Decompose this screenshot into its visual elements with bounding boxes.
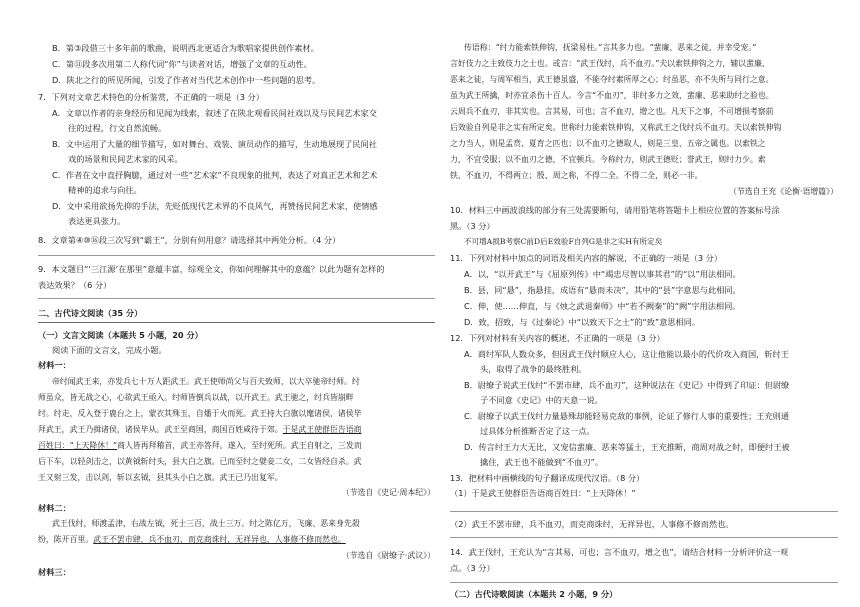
q9-stem: 9．本文题目“‘三江源’在那里”意蕴丰富，综观全文，你如何理解其中的意蕴？以此为题有怎样的: [38, 264, 385, 274]
material-3-title: 材料三：: [38, 567, 71, 577]
q7-option-d: D．文中采用欲扬先抑的手法，先贬低现代艺术界的不良风气，再赞扬民间艺术家，使情感: [52, 201, 378, 211]
q11-stem: 11．下列对材料中加点的词语及相关内容的解说，不正确的一项是（3 分）: [450, 253, 723, 263]
q12-option-c-cont: 过具体分析推断否定了这一点。: [480, 426, 595, 436]
material-3-line: 言好伎力之主致伎力之士也。或言：“武王伐纣，兵不血刃。”夫以索铁伸钩之力，辅以蜚廉、: [450, 59, 770, 68]
material-1-line: 后下车，以轻剑击之，以黄钺斩纣头，县大白之旗。已而至纣之嬖妾二女，二女皆经自杀。武: [38, 457, 362, 466]
q7-option-c-cont: 精神的追求与向往。: [68, 185, 142, 195]
q6-option-b: B．第③段借三十多年前的歌曲，说明西北更适合为歌唱家提供创作素材。: [52, 43, 319, 53]
q14-stem-cont: 点。（3 分）: [450, 563, 495, 573]
material-2-line: 武王伐纣，师渡孟津，右战左钺，死士三百，战士三万。纣之陈亿万，飞廉、恶来身先殺: [52, 519, 360, 528]
q13-part-2: （2）武王不罢市肆，兵不血刃，而克商诛纣，无祥异也，人事修不修而然也。: [450, 519, 734, 529]
material-3-line: 云周兵不血刃，非其实也。言其易，可也；言不血刃，增之也。凡天下之事，不可增损考察前: [450, 107, 774, 116]
q7-option-d-cont: 表达更具张力。: [68, 216, 126, 226]
subsection-title-poetry: （二）古代诗歌阅读（本题共 2 小题，9 分）: [450, 589, 618, 599]
q13-stem: 13．把材料中画横线的句子翻译成现代汉语。（8 分）: [450, 473, 645, 483]
q6-option-c: C．第⑪段多次用第二人称代词“你”与读者对话，增强了文章的互动性。: [52, 59, 312, 69]
material-2-title: 材料二：: [38, 503, 71, 513]
material-3-line: 之力当人，则是孟贲、夏育之匹也；以不血刃之德取人，则是三皇、五帝之属也。以索铁之: [450, 139, 766, 148]
q11-option-a: A．以，“以开武王”与《屈原列传》中“竭忠尽智以事其君”的“以”用法相同。: [464, 269, 741, 279]
q11-option-c: C．伸，使……伸直，与《烛之武退秦师》中“若不阙秦”的“阙”字用法相同。: [464, 301, 741, 311]
q14-stem: 14．武王伐纣，王充认为“言其易，可也；言不血刃，增之也”，请结合材料一分析评价这一观: [450, 547, 789, 557]
underlined-sentence: 于是武王使群臣告语商: [282, 425, 362, 434]
material-3-line: 恶来之徒，与周军相当，武王德虽盛，不能夺纣素所厚之心；纣虽恶，亦不失所与同行之意。: [450, 75, 774, 84]
material-3-line: 力，不宜受服；以不血刃之德，不宜顿兵。今称纣力，则武王德贬；誉武王，则纣力少。索: [450, 155, 766, 164]
answer-line: [450, 511, 838, 512]
answer-line: [450, 537, 838, 538]
q7-option-b-cont: 戏的场景和民间艺术家的风采。: [68, 154, 183, 164]
underlined-sentence: 百姓曰：“上天降休！”: [38, 441, 118, 450]
q7-option-a: A．文章以作者的亲身经历和见闻为线索，叙述了在陕北观看民间社戏以及与民间艺术家交: [52, 108, 377, 118]
material-1-line: [38, 439, 435, 453]
material-1-line: [38, 423, 435, 437]
q11-option-d: D．致，招致，与《过秦论》中“以致天下之士”的“致”意思相同。: [464, 317, 701, 327]
q12-option-a-cont: 头，取得了战争的最终胜利。: [480, 364, 587, 374]
q7-option-a-cont: 往的过程，行文自然流畅。: [68, 123, 167, 133]
q6-option-d: D．陕北之行的所见所闻，引发了作者对当代艺术创作中一些问题的思考。: [52, 75, 321, 85]
q9-stem-cont: 表达效果？（6 分）: [38, 280, 112, 290]
material-2-text: 纷，陈开百里。: [38, 535, 94, 544]
material-3-line: 虽为武王所擒，时亦宜杀伤十百人。今言“不血刃”，非纣多力之效，蜚廉、恶来助纣之验也。: [450, 91, 774, 100]
q7-option-b: B．文中运用了大量的细节描写，如对舞台、戏装、演员动作的描写，生动地展现了民间社: [52, 139, 377, 149]
material-1-line: 帝纣闻武王来，亦发兵七十万人距武王。武王使师尚父与百夫致师，以大卒驰帝纣师。纣: [52, 377, 360, 386]
q7-option-c: C．作者在文中直抒胸臆，通过对一些“艺术家”不良现象的批判，表达了对真正艺术和艺术: [52, 170, 378, 180]
material-1-line: 纣。纣走，反入登于鹿台之上，蒙衣其殊玉，自燔于火而死。武王持大白旗以麾诸侯，诸侯毕: [38, 409, 362, 418]
underlined-sentence: 武王不罢市肆，兵不血刃，而克商诛纣，无祥异也，人事修不修而然也。: [93, 535, 346, 544]
section-title-classical: 二、古代诗文阅读（35 分）: [38, 308, 143, 318]
answer-line: [38, 298, 435, 299]
answer-line: [450, 582, 838, 583]
q12-option-d-cont: 擒住，武王也不能做到“不血刃”。: [480, 457, 604, 467]
material-1-line: 师虽众，皆无战之心，心欲武王亟入。纣师皆倒兵以战，以开武王。武王驰之，纣兵皆崩畔: [38, 393, 354, 402]
material-3-line: 后效验自列是非之实有所定矣。世称纣力能索铁伸钩，又称武王之伐纣兵不血刃。夫以索铁伸钩: [450, 123, 782, 132]
material-1-title: 材料一：: [38, 360, 71, 370]
q10-stem-cont: 黑。（3 分）: [450, 221, 495, 231]
q12-option-b-cont: 子不同意《史记》中的天意一说。: [480, 395, 603, 405]
material-3-line: 铁、不血刃，不得两立；殷、周之称，不得二全。不得二全，则必一非。: [450, 171, 703, 180]
q8-stem: 8．文章第④⑩⑯段三次写到“霸王”，分别有何用意？请选择其中两处分析。（4 分）: [38, 235, 341, 245]
material-3-line: 传语称：“纣力能索铁伸钩，抚梁易柱。”言其多力也。“蜚廉、恶来之徒，并幸受宠。”: [464, 43, 757, 52]
material-1-text: 拜武王，武王乃揖诸侯，诸侯毕从。武王至商国，商国百姓咸待于郊。: [38, 425, 283, 434]
material-1-source: （节选自《史记·周本纪》）: [341, 488, 435, 497]
material-3-source: （节选自王充《论衡·语增篇》）: [728, 187, 838, 196]
reading-instruction: 阅读下面的文言文，完成小题。: [52, 345, 167, 355]
q13-part-1: （1）于是武王使群臣告语商百姓曰：“上天降休！”: [450, 488, 636, 498]
q7-stem: 7．下列对文章艺术特色的分析鉴赏，不正确的一项是（3 分）: [38, 92, 264, 102]
material-1-line: 王又射三发，击以剑，斩以玄钺，县其头小白之旗。武王已乃出复军。: [38, 473, 283, 482]
q12-option-b: B．尉缭子说武王伐纣“不罢市肆，兵不血刃”，这种说法在《史记》中得到了印证：但尉缭: [464, 380, 790, 390]
q12-option-c: C．尉缭子以武王伐纣力量悬殊却能轻易克敌的事例，论证了修行人事的重要性；王充则通: [464, 411, 790, 421]
q12-option-d: D．传言纣王力大无比，又宠信蜚廉、恶来等猛士，王充推断，商周对战之时，即便纣王被: [464, 442, 790, 452]
answer-line: [38, 255, 435, 256]
material-2-source: （节选自《尉缭子·武议》）: [341, 551, 435, 560]
subsection-title-wenyan: （一）文言文阅读（本题共 5 小题，20 分）: [38, 330, 203, 340]
q10-sentence: 不可增A损B考察C前D后E效验F自列G是非之实H有所定矣: [464, 237, 663, 246]
q11-option-b: B．县，同“悬”，指悬挂，成语有“悬而未决”，其中的“县”字意思与此相同。: [464, 285, 741, 295]
section-divider: [38, 322, 435, 323]
material-2-line: [38, 533, 435, 547]
q10-stem: 10．材料三中画波浪线的部分有三处需要断句，请用铅笔将答题卡上相应位置的答案标号涂: [450, 205, 780, 215]
q12-option-a: A．商纣军队人数众多，但因武王伐纣顺应人心，这让他能以最小的代价攻入商国，斩纣王: [464, 349, 789, 359]
q12-stem: 12．下列对材料有关内容的概述，不正确的一项是（3 分）: [450, 333, 665, 343]
material-1-text: 商人皆再拜稽首，武王亦答拜。遂入，至纣死所。武王自射之，三发而: [117, 441, 362, 450]
